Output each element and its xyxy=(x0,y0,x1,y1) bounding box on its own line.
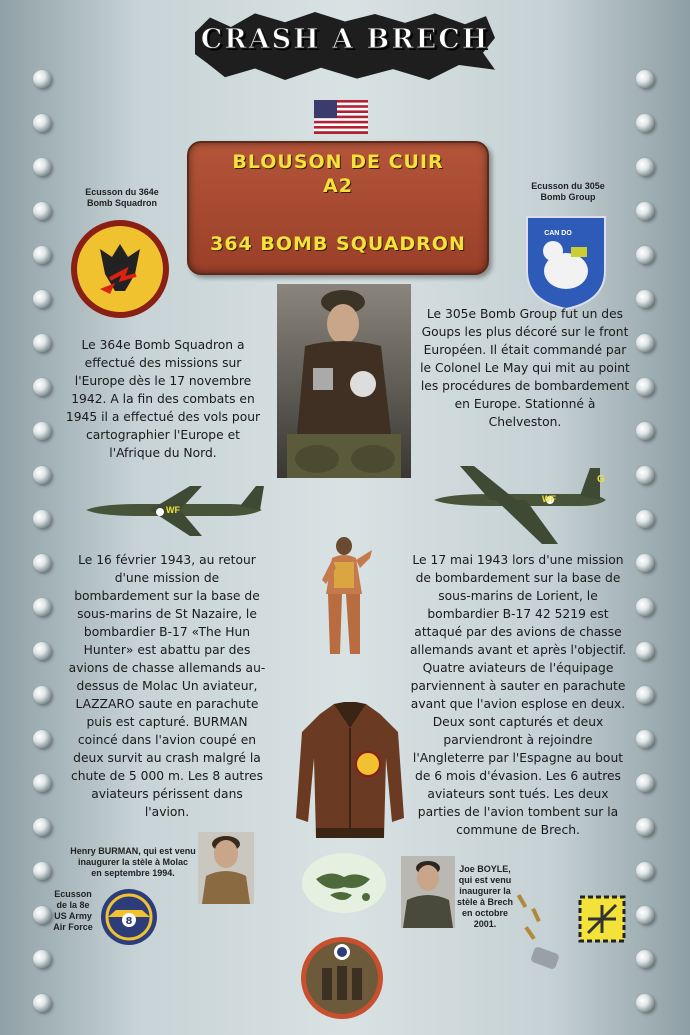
rivet xyxy=(636,114,654,132)
rivet xyxy=(636,774,654,792)
rivet xyxy=(33,554,51,572)
right-paragraph-1: Le 305e Bomb Group fut un des Goups les plus décoré sur le front Européen. Il était commandé par le Colonel Le May qui mit au point les procédures de bombardement en Europe. Stationné à Chelveston. xyxy=(420,307,630,429)
rivet xyxy=(636,906,654,924)
rivet xyxy=(636,686,654,704)
rivet xyxy=(33,730,51,748)
rivet xyxy=(33,70,51,88)
title-plaque xyxy=(187,141,489,275)
b17-left-code: WF xyxy=(166,505,180,515)
rivet xyxy=(33,290,51,308)
rivet xyxy=(33,422,51,440)
no-fly-sign-icon xyxy=(578,895,626,943)
b17-right-code: WF xyxy=(542,494,556,504)
rivet xyxy=(636,950,654,968)
boyle-caption: Joe BOYLE, qui est venu inaugurer la stèle à Brech en octobre 2001. xyxy=(456,864,514,929)
squadron-364-badge-icon xyxy=(70,219,170,319)
rivet xyxy=(33,774,51,792)
rivet xyxy=(33,114,51,132)
page-title: CRASH A BRECH xyxy=(200,24,490,55)
svg-text:8: 8 xyxy=(125,916,133,927)
rivet xyxy=(636,246,654,264)
plaque-line-3: 364 BOMB SQUADRON xyxy=(210,233,466,255)
right-badge-text: CAN DO xyxy=(544,230,572,237)
b17-right-icon xyxy=(430,458,610,548)
rivet xyxy=(636,202,654,220)
rivet xyxy=(33,246,51,264)
left-paragraph-1: Le 364e Bomb Squadron a effectué des missions sur l'Europe dès le 17 novembre 1942. A la fin des combats en 1945 il a effectué des vols pour cartographier l'Europe et l'Afrique du Nord. xyxy=(65,338,261,460)
rivet xyxy=(636,862,654,880)
rivet xyxy=(33,686,51,704)
eighth-af-caption: Ecusson de la 8e US Army Air Force xyxy=(53,889,93,932)
rivet xyxy=(636,334,654,352)
rivet xyxy=(636,378,654,396)
rivet xyxy=(636,510,654,528)
rivet xyxy=(636,818,654,836)
rivet xyxy=(33,862,51,880)
rivet xyxy=(33,378,51,396)
leather-jacket-icon xyxy=(294,698,406,846)
left-badge-caption: Ecusson du 364e Bomb Squadron xyxy=(85,187,159,208)
rivet xyxy=(33,994,51,1012)
plaque-line-2: A2 xyxy=(323,175,353,197)
airman-figure xyxy=(318,536,374,660)
rivet xyxy=(33,642,51,660)
bullets-dogtag-icon xyxy=(512,888,564,978)
rivet xyxy=(33,598,51,616)
pilot-photo xyxy=(277,284,411,478)
rivet xyxy=(636,994,654,1012)
rivet xyxy=(33,818,51,836)
rivet xyxy=(636,642,654,660)
rivet xyxy=(636,730,654,748)
rivet xyxy=(636,598,654,616)
b17-right-tail-letter: G xyxy=(597,474,605,485)
plaque-line-1: BLOUSON DE CUIR xyxy=(232,151,444,173)
rivet xyxy=(33,950,51,968)
rivet xyxy=(33,510,51,528)
eighth-air-force-badge-icon xyxy=(100,888,158,946)
crew-round-photo xyxy=(300,936,384,1020)
crash-site-map xyxy=(300,851,388,915)
rivet xyxy=(636,290,654,308)
rivet xyxy=(636,554,654,572)
boyle-portrait xyxy=(401,856,455,928)
rivet xyxy=(33,334,51,352)
rivet xyxy=(33,466,51,484)
rivet xyxy=(636,422,654,440)
burman-portrait xyxy=(198,832,254,904)
burman-caption: Henry BURMAN, qui est venu inaugurer la stèle à Molac en septembre 1994. xyxy=(70,846,196,878)
rivet xyxy=(636,70,654,88)
rivet xyxy=(636,158,654,176)
left-paragraph-2: Le 16 février 1943, au retour d'une mission de bombardement sur la base de sous-marins de St Nazaire, le bombardier B-17 «The Hun Hunter» est abattu par des avions de chasse allemands au-dessus de Molac Un aviateur, LAZZARO saute en parachute puis est capturé. BURMAN coincé dans l'avion coupé en deux survit au crash malgré la chute de 5 000 m. Les 8 autres aviateurs périssent dans l'avion. xyxy=(68,553,266,819)
right-badge-caption: Ecusson du 305e Bomb Group xyxy=(531,181,605,202)
rivet xyxy=(33,202,51,220)
right-paragraph-2: Le 17 mai 1943 lors d'une mission de bombardement sur la base de sous-marins de Lorient, le bombardier B-17 42 5219 est attaqué par des avions de chasse allemands avant et après l'objectif. Quatre aviateurs de l'équipage parviennent à sauter en parachute avant que l'avion esplose en deux. Deux sont capturés et deux parviendront à rejoindre l'Angleterre par l'Espagne au bout de 6 mois d'évasion. Les 6 autres aviateurs sont tués. Les deux parties de l'avion tombent sur la commune de Brech. xyxy=(410,553,626,837)
group-305-badge-icon xyxy=(523,213,609,311)
us-flag-icon xyxy=(314,100,368,134)
rivet xyxy=(33,158,51,176)
rivet xyxy=(636,466,654,484)
